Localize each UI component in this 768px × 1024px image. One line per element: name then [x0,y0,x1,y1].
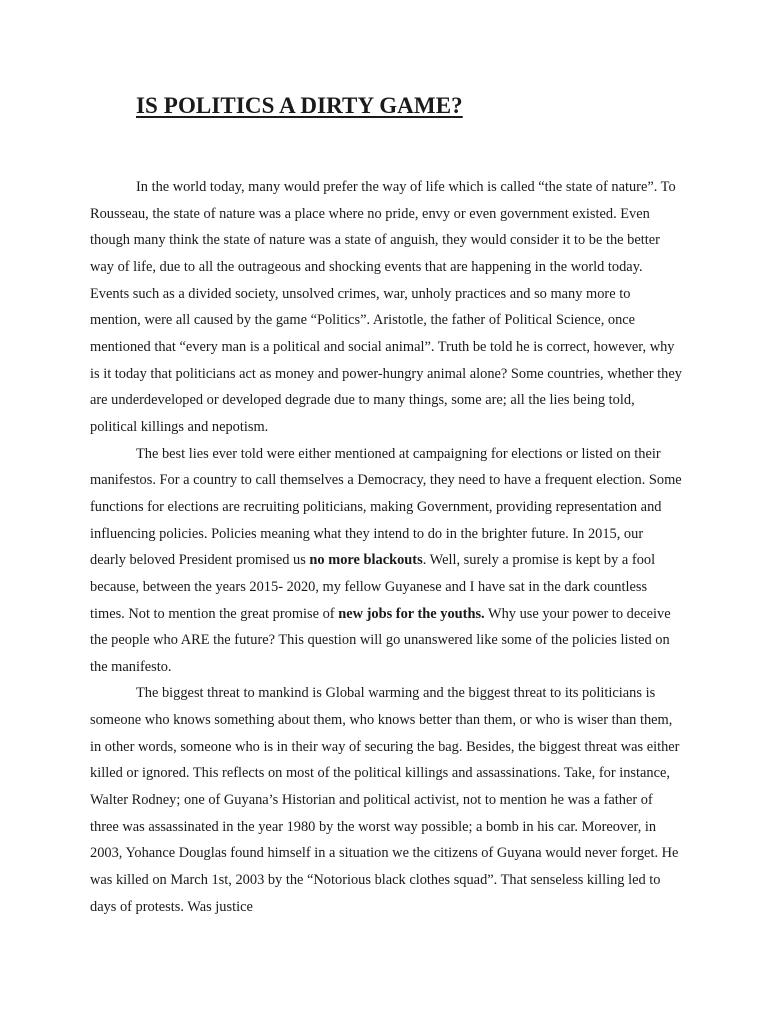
paragraph-1 [90,174,682,441]
document-body [90,174,682,920]
paragraph-3-text: The biggest threat to mankind is Global warming and the biggest threat to its politicians is someone who knows something about them, who knows better than them, or who is wiser than them, in other words, someone who is in their way of securing the bag. Besides, the biggest threat was either killed or ignored. This reflects on most of the political killings and assassinations. Take, for instance, Walter Rodney; one of Guyana’s Historian and political activist, not to mention he was a father of three was assassinated in the year 1980 by the worst way possible; a bomb in his car. Moreover, in 2003, Yohance Douglas found himself in a situation we the citizens of Guyana would never forget. He was killed on March 1st, 2003 by the “Notorious black clothes squad”. That senseless killing led to days of protests. Was justice [90,685,680,915]
paragraph-3 [90,680,682,920]
paragraph-2-text-a: The best lies ever told were either mentioned at campaigning for elections or listed on their manifestos. For a country to call themselves a Democracy, they need to have a frequent election. Some functions for elections are recruiting politicians, making Government, providing representation and influencing policies. Policies meaning what they intend to do in the brighter future. In 2015, our dearly beloved President promised us [90,445,682,569]
paragraph-1-text: In the world today, many would prefer the way of life which is called “the state of nature”. To Rousseau, the state of nature was a place where no pride, envy or even government existed. Even though many think the state of nature was a state of anguish, they would consider it to be the better way of life, due to all the outrageous and shocking events that are happening in the world today. Events such as a divided society, unsolved crimes, war, unholy practices and so many more to mention, were all caused by the game “Politics”. Aristotle, the father of Political Science, once mentioned that “every man is a political and social animal”. Truth be told he is correct, however, why is it today that politicians act as money and power-hungry animal alone? Some countries, whether they are underdeveloped or developed degrade due to many things, some are; all the lies being told, political killings and nepotism. [90,179,682,435]
paragraph-2-text-c: Why use your power to deceive the people who ARE the future? This question will go unanswered like some of the policies listed on the manifesto. [90,605,671,675]
paragraph-2-text-b: . Well, surely a promise is kept by a fool because, between the years 2015- 2020, my fellow Guyanese and I have sat in the dark countless times. Not to mention the great promise of [90,552,656,622]
bold-phrase-new-jobs: new jobs for the youths. [338,605,485,622]
document-title: IS POLITICS A DIRTY GAME? [136,93,463,118]
paragraph-2 [90,441,682,681]
bold-phrase-no-more-blackouts: no more blackouts [309,552,423,569]
